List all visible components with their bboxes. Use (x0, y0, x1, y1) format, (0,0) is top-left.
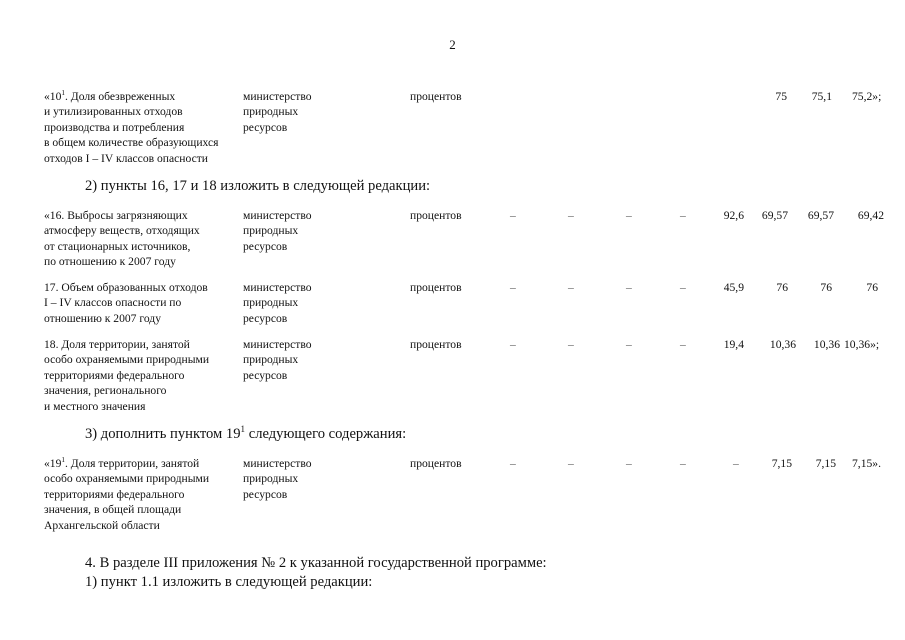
responsible-executor: министерство природных ресурсов (243, 90, 312, 134)
value-cell: 45,9 (723, 281, 744, 294)
unit-of-measure: процентов (410, 209, 462, 222)
empty-value-dash: – (510, 281, 516, 294)
page-number: 2 (449, 37, 456, 52)
value-cell: 76 (776, 281, 788, 294)
responsible-executor: министерство природных ресурсов (243, 338, 312, 382)
value-cell: 75,1 (811, 90, 832, 103)
value-cell: 10,36 (813, 338, 840, 351)
empty-value-dash: – (733, 457, 739, 470)
paragraph-section-4: 4. В разделе III приложения № 2 к указанной государственной программе: (85, 555, 547, 571)
value-cell: 92,6 (723, 209, 744, 222)
value-cell: 69,57 (761, 209, 788, 222)
empty-value-dash: – (510, 457, 516, 470)
unit-of-measure: процентов (410, 281, 462, 294)
unit-of-measure: процентов (410, 90, 462, 103)
value-cell: 7,15 (771, 457, 792, 470)
indicator-name: 17. Объем образованных отходов I – IV классов опасности по отношению к 2007 году (44, 281, 208, 325)
empty-value-dash: – (510, 209, 516, 222)
value-cell: 69,42 (857, 209, 884, 222)
empty-value-dash: – (568, 457, 574, 470)
empty-value-dash: – (626, 281, 632, 294)
empty-value-dash: – (510, 338, 516, 351)
value-cell: 19,4 (723, 338, 744, 351)
paragraph-item-3: 3) дополнить пунктом $19^1$ следующего содержания: (85, 424, 407, 442)
value-cell: 75,2»; (852, 90, 882, 103)
value-cell: 76 (866, 281, 878, 294)
empty-value-dash: – (680, 281, 686, 294)
value-cell: 69,57 (807, 209, 834, 222)
empty-value-dash: – (626, 209, 632, 222)
value-cell: 10,36 (769, 338, 796, 351)
value-cell: 76 (820, 281, 832, 294)
paragraph-item-2: 2) пункты 16, 17 и 18 изложить в следующей редакции: (85, 178, 431, 194)
responsible-executor: министерство природных ресурсов (243, 209, 312, 253)
indicator-name: 18. Доля территории, занятой особо охраняемыми природными территориями федерального значения, регионального и местного значения (44, 338, 210, 413)
empty-value-dash: – (568, 209, 574, 222)
empty-value-dash: – (680, 209, 686, 222)
unit-of-measure: процентов (410, 338, 462, 351)
empty-value-dash: – (680, 457, 686, 470)
empty-value-dash: – (680, 338, 686, 351)
empty-value-dash: – (626, 457, 632, 470)
unit-of-measure: процентов (410, 457, 462, 470)
empty-value-dash: – (568, 281, 574, 294)
indicator-name: «$19^1$. Доля территории, занятой особо охраняемыми природными территориями федерального значения, в общей площади Архангельской области (44, 456, 210, 532)
empty-value-dash: – (626, 338, 632, 351)
paragraph-item-4-1: 1) пункт 1.1 изложить в следующей редакции: (85, 574, 373, 590)
indicator-name: «$10^1$. Доля обезвреженных и утилизированных отходов производства и потребления в общем количестве образующихся отходов I – IV классов опасности (44, 89, 219, 165)
empty-value-dash: – (568, 338, 574, 351)
value-cell: 75 (775, 90, 787, 103)
value-cell: 7,15 (815, 457, 836, 470)
value-cell: 7,15». (852, 457, 881, 470)
responsible-executor: министерство природных ресурсов (243, 281, 312, 325)
responsible-executor: министерство природных ресурсов (243, 457, 312, 501)
value-cell: 10,36»; (844, 338, 880, 351)
indicator-name: «16. Выбросы загрязняющих атмосферу веществ, отходящих от стационарных источников, по отношению к 2007 году (44, 209, 200, 269)
